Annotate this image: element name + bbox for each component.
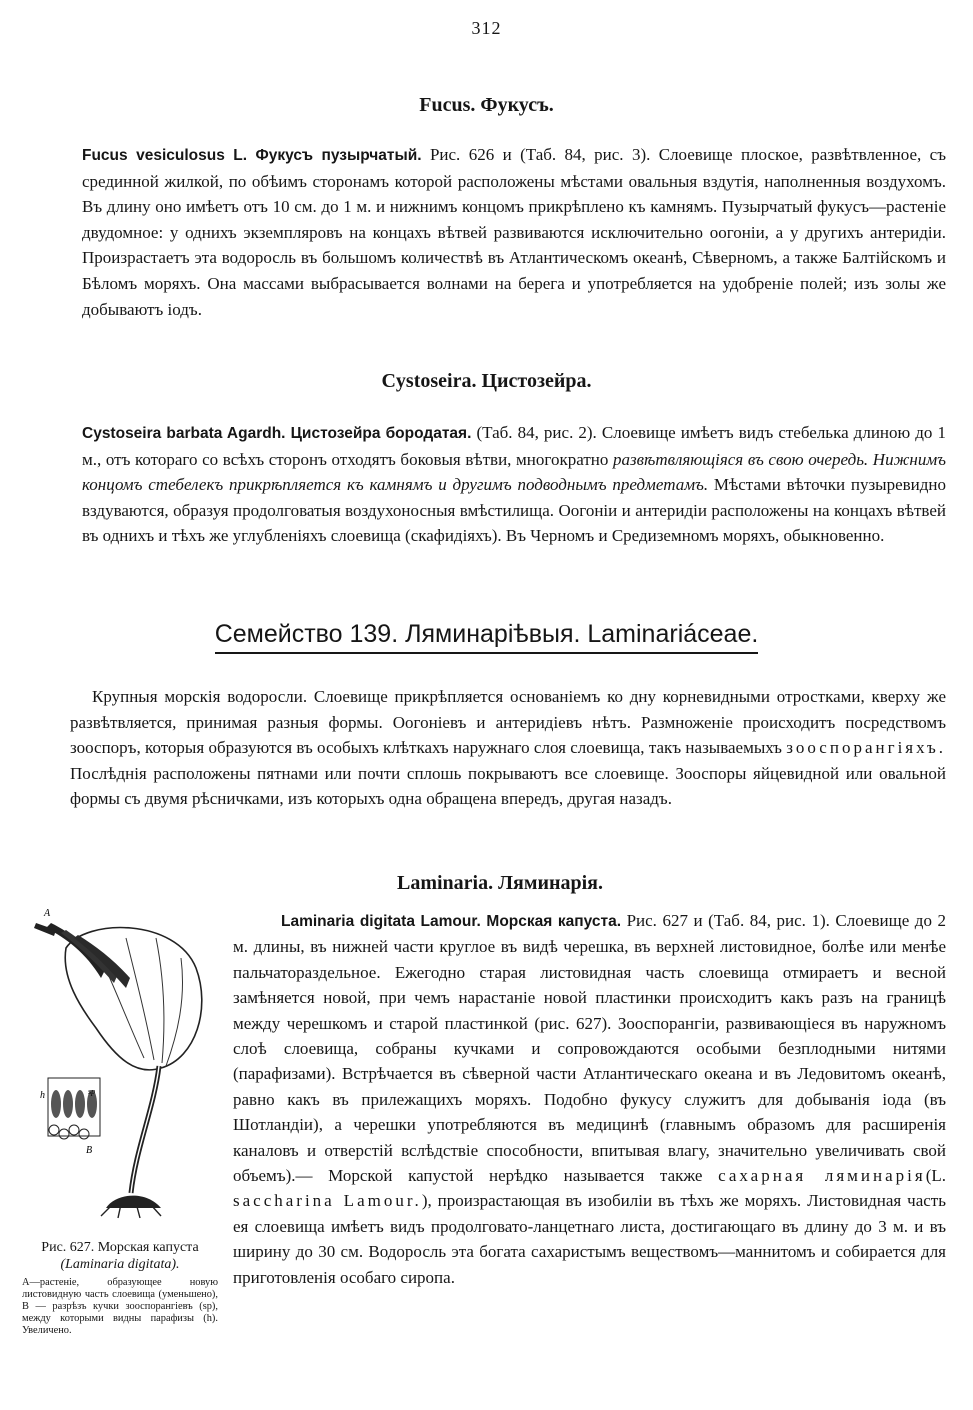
family-heading (0, 620, 973, 654)
paragraph-cystoseira-text-a: (Таб. 84, рис. 2). Слоевище имѣетъ видъ стебелька длиною до 1 м., отъ котораго со всѣхъ сторонъ отходятъ боковыя вѣтви, многократно (82, 423, 946, 469)
species-name-fucus: Fucus vesiculosus L. Фукусъ пузырчатый. (82, 147, 422, 164)
paragraph-laminaria (233, 908, 946, 1290)
paragraph-family-text-b: Послѣднія расположены пятнами или почти сплошь покрываютъ все слоевище. Зооспоры яйцевидной или овальной формы съ двумя рѣсничками, изъ которыхъ одна обращена впередъ, другая назадъ. (70, 763, 946, 809)
paragraph-laminaria-text-b: (L. (925, 1166, 946, 1186)
paragraph-cystoseira-italic: развѣтвляющіяся въ свою очередь. Нижнимъ концомъ стебелекъ прикрѣпляется къ камнямъ и другимъ подводнымъ предметамъ. (82, 449, 947, 495)
paragraph-laminaria-spaced2: saccharina Lamour. (233, 1191, 422, 1211)
figure-caption-main: Рис. 627. Морская капуста (41, 1240, 199, 1255)
species-name-laminaria: Laminaria digitata Lamour. Морская капуста. (281, 913, 622, 930)
figure-label-sp: sp (88, 1087, 96, 1096)
species-name-cystoseira: Cystoseira barbata Agardh. Цистозейра бородатая. (82, 425, 472, 442)
paragraph-family-text-a: Крупныя морскія водоросли. Слоевище прикрѣпляется основаніемъ ко дну корневидными отростками, кверху же развѣтвляется, принимая разныя формы. Оогоніевъ и антеридіевъ нѣтъ. Размноженіе происходитъ посредствомъ зооспоръ, которыя образуются въ особыхъ клѣткахъ наружнаго слоя слоевища, такъ называемыхъ (70, 687, 946, 758)
paragraph-family (70, 684, 946, 812)
figure-caption (22, 1240, 218, 1337)
paragraph-cystoseira (82, 420, 946, 549)
figure-label-a: A (44, 908, 51, 919)
section-heading-laminaria: Laminaria. Ляминарія. (396, 872, 603, 894)
figure-caption-latin: (Laminaria digitata). (60, 1256, 180, 1272)
paragraph-cystoseira-text-b: Мѣстами вѣточки пузыревидно вздуваются, образуя продолговатыя воздухоносныя вмѣстилища. Оогоніи и антеридіи расположены на концахъ вѣтвей въ однихъ и тѣхъ же углубленіяхъ слоевища (скафидіяхъ). Въ Черномъ и Средиземномъ моряхъ, обыкновенно. (82, 475, 947, 546)
paragraph-fucus (82, 142, 946, 322)
laminaria-drawing (26, 908, 218, 1226)
figure-label-b: B (86, 1145, 93, 1156)
family-heading-text: Семейство 139. Ляминаріѣвыя. Laminariáceae. (215, 620, 759, 654)
page-number: 312 (471, 18, 502, 38)
section-heading-cystoseira: Cystoseira. Цистозейра. (381, 370, 592, 392)
section-heading-fucus: Fucus. Фукусъ. (419, 94, 554, 116)
paragraph-laminaria-spaced: сахарная ляминарія (718, 1166, 926, 1186)
figure-illustration (26, 908, 218, 1226)
figure-caption-note: A—растеніе, образующее новую листовидную часть слоевища (уменьшено), B — разрѣзъ кучки зооспорангіевъ (sp), между которыми видны парафизы (h). Увеличено. (22, 1277, 218, 1336)
paragraph-fucus-text: Рис. 626 и (Таб. 84, рис. 3). Слоевище плоское, развѣтвленное, съ срединной жилкой, по обѣимъ сторонамъ которой расположены мѣстами овальныя вздутія, наполненныя воздухомъ. Въ длину оно имѣетъ отъ 10 см. до 1 м. и нижнимъ концомъ прикрѣплено къ камнямъ. Пузырчатый фукусъ—растеніе двудомное: у однихъ экземпляровъ на концахъ вѣтвей развиваются исключительно оогоніи, а у другихъ антеридіи. Произрастаетъ эта водоросль въ большомъ количествѣ въ Атлантическомъ океанѣ, Сѣверномъ, а также Балтійскомъ и Бѣломъ моряхъ. Она массами выбрасывается волнами на берега и употребляется на удобреніе полей; изъ золы же добываютъ іодъ. (82, 145, 946, 319)
figure-label-h: h (40, 1090, 45, 1101)
paragraph-laminaria-text-a: Рис. 627 и (Таб. 84, рис. 1). Слоевище до 2 м. длины, въ нижней части круглое въ видѣ черешка, въ верхней листовидное, болѣе или менѣе пальчатораздельное. Ежегодно старая листовидная часть слоевища отмираетъ и весной замѣняется новой, при чемъ нарастаніе новой пластинки происходитъ какъ разъ на границѣ между черешкомъ и старой пластинкой (рис. 627). Зооспорангіи, развивающіеся въ наружномъ слоѣ слоевища, собраны кучками и сопровождаются особыми безплодными нитями (парафизами). Встрѣчается въ сѣверной части Атлантическаго океана и въ Ледовитомъ океанѣ, равно какъ въ прилежащихъ моряхъ. Подобно фукусу служитъ для добыванія іода (въ Шотландіи), а черешки употребляются въ медицинѣ (главнымъ образомъ для расширенія каналовъ и отверстій вслѣдствіе способности, впитывая влагу, значительно увеличивать свой объемъ).— Морской капустой нерѣдко называется также (233, 911, 946, 1186)
paragraph-family-spaced: зооспорангіяхъ. (786, 738, 946, 758)
paragraph-laminaria-text-c: ), произрастающая въ изобиліи въ тѣхъ же моряхъ. Листовидная часть ея слоевища имѣетъ видъ продолговато-ланцетнаго листа, достигающаго въ длину до 3 м. и въ ширину до 30 см. Водоросль эта богата сахаристымъ веществомъ—маннитомъ и собирается для приготовленія особаго сиропа. (233, 1191, 946, 1287)
